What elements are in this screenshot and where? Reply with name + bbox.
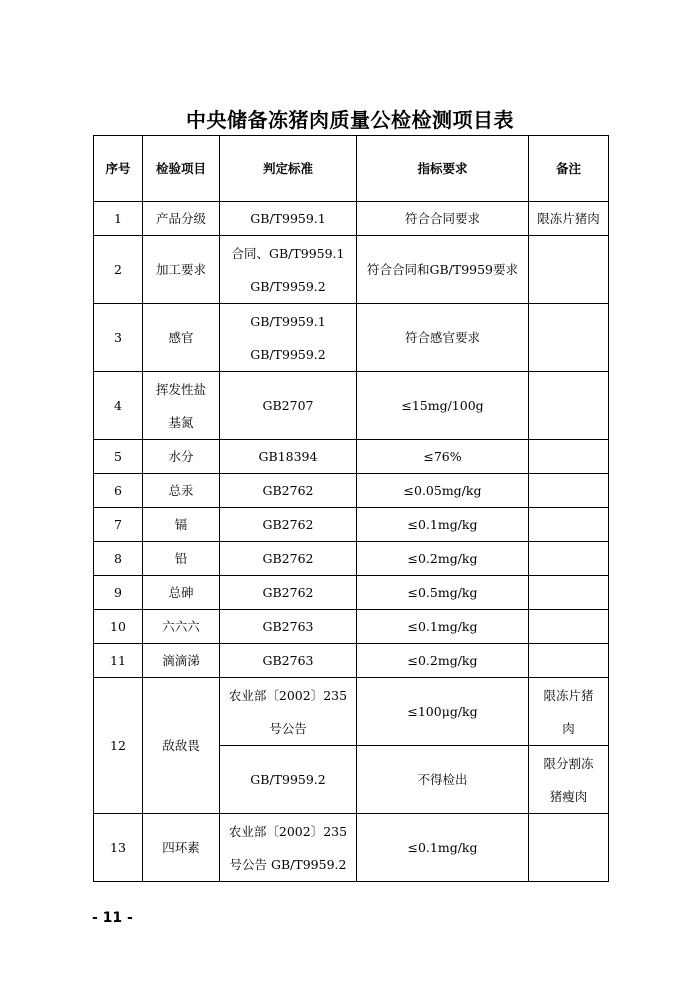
cell-standard [220, 644, 357, 678]
cell-requirement [357, 304, 529, 372]
cell-requirement [357, 576, 529, 610]
cell-no [94, 814, 143, 882]
cell-requirement-line: ≤100μg/kg [407, 704, 478, 719]
cell-note [529, 236, 609, 304]
cell-requirement-line: ≤15mg/100g [401, 398, 484, 413]
cell-requirement-line: ≤0.05mg/kg [403, 483, 482, 498]
cell-no [94, 576, 143, 610]
table-row [94, 236, 609, 304]
cell-no [94, 474, 143, 508]
cell-requirement-line: 不得检出 [417, 772, 468, 787]
cell-requirement-line: ≤0.1mg/kg [407, 517, 478, 532]
cell-item [143, 542, 220, 576]
cell-note [529, 304, 609, 372]
header-no: 序号 [94, 136, 143, 202]
cell-requirement [357, 236, 529, 304]
cell-standard [220, 236, 357, 304]
cell-note [529, 372, 609, 440]
table-row [94, 202, 609, 236]
cell-requirement [357, 508, 529, 542]
page-number: - 11 - [92, 910, 133, 926]
cell-item-line: 六六六 [162, 619, 200, 634]
header-standard: 判定标准 [220, 136, 357, 202]
table-row [94, 610, 609, 644]
cell-no [94, 372, 143, 440]
cell-note-line: 限冻片猪 [543, 687, 594, 703]
table-row [94, 304, 609, 372]
cell-standard [220, 202, 357, 236]
cell-standard [220, 678, 357, 746]
header-item: 检验项目 [143, 136, 220, 202]
cell-note [529, 678, 609, 746]
cell-standard-line: GB2762 [262, 517, 314, 532]
cell-no-line: 8 [114, 551, 122, 566]
cell-requirement [357, 746, 529, 814]
cell-item-line: 四环素 [162, 840, 200, 855]
table-row [94, 474, 609, 508]
cell-standard-line: 号公告 GB/T9959.2 [229, 856, 347, 872]
cell-item [143, 202, 220, 236]
cell-note [529, 576, 609, 610]
cell-no-line: 2 [114, 262, 122, 277]
cell-requirement-line: 符合合同和GB/T9959要求 [366, 262, 519, 277]
header-requirement: 指标要求 [357, 136, 529, 202]
cell-no [94, 542, 143, 576]
cell-note-line: 肉 [562, 720, 575, 736]
table-row [94, 542, 609, 576]
cell-no-line: 4 [114, 398, 122, 413]
cell-no [94, 236, 143, 304]
cell-no-line: 5 [114, 449, 122, 464]
header-note: 备注 [529, 136, 609, 202]
cell-item [143, 644, 220, 678]
cell-standard [220, 542, 357, 576]
table-row [94, 508, 609, 542]
cell-requirement [357, 814, 529, 882]
cell-requirement-line: ≤76% [423, 449, 462, 464]
cell-note [529, 202, 609, 236]
cell-requirement [357, 202, 529, 236]
cell-item-line: 挥发性盐 [155, 381, 206, 397]
table-row [94, 814, 609, 882]
cell-standard-line: GB/T9959.1 [250, 211, 326, 226]
cell-standard-line: 农业部〔2002〕235 [228, 687, 348, 703]
cell-standard-line: GB2762 [262, 551, 314, 566]
cell-no-line: 10 [110, 619, 126, 634]
cell-item-line: 滴滴涕 [162, 653, 200, 668]
cell-requirement-line: 符合合同要求 [404, 211, 480, 226]
table-row [94, 440, 609, 474]
table-header-row [94, 136, 609, 202]
cell-standard-line: GB2762 [262, 585, 314, 600]
inspection-items-table [93, 135, 609, 882]
cell-standard-line: GB/T9959.1 [250, 313, 326, 329]
cell-no-line: 9 [114, 585, 122, 600]
cell-requirement-line: ≤0.2mg/kg [407, 653, 478, 668]
table-row [94, 372, 609, 440]
cell-standard [220, 814, 357, 882]
cell-item [143, 440, 220, 474]
cell-item [143, 576, 220, 610]
cell-item [143, 474, 220, 508]
cell-item [143, 508, 220, 542]
cell-standard-line: GB2707 [262, 398, 314, 413]
cell-no-line: 7 [114, 517, 122, 532]
cell-standard [220, 576, 357, 610]
cell-standard-line: GB/T9959.2 [250, 346, 326, 362]
cell-note [529, 474, 609, 508]
cell-requirement [357, 542, 529, 576]
cell-item [143, 814, 220, 882]
document-title: 中央储备冻猪肉质量公检检测项目表 [186, 108, 514, 132]
cell-note-line: 猪瘦肉 [549, 788, 588, 804]
cell-no [94, 644, 143, 678]
cell-item-line: 水分 [168, 449, 194, 464]
cell-standard [220, 474, 357, 508]
cell-standard-line: 号公告 [269, 720, 307, 736]
cell-standard-line: 合同、GB/T9959.1 [231, 245, 345, 261]
cell-note-line: 限冻片猪肉 [537, 211, 600, 226]
cell-no [94, 678, 143, 814]
cell-requirement-line: ≤0.1mg/kg [407, 840, 478, 855]
cell-requirement [357, 678, 529, 746]
table-row [94, 576, 609, 610]
cell-item [143, 610, 220, 644]
cell-item [143, 678, 220, 814]
cell-no-line: 3 [114, 330, 122, 345]
cell-standard-line: GB2762 [262, 483, 314, 498]
cell-item-line: 总汞 [168, 483, 194, 498]
cell-item-line: 铅 [174, 551, 188, 566]
cell-requirement [357, 644, 529, 678]
cell-requirement [357, 474, 529, 508]
cell-no-line: 11 [110, 653, 126, 668]
cell-standard-line: GB18394 [258, 449, 318, 464]
cell-requirement-line: ≤0.5mg/kg [407, 585, 478, 600]
cell-no-line: 1 [114, 211, 122, 226]
cell-item-line: 基氮 [168, 414, 194, 430]
cell-requirement [357, 440, 529, 474]
cell-note [529, 610, 609, 644]
cell-item-line: 产品分级 [155, 211, 206, 226]
cell-item-line: 镉 [174, 517, 188, 532]
cell-standard-line: 农业部〔2002〕235 [228, 823, 348, 839]
cell-standard [220, 440, 357, 474]
cell-standard [220, 304, 357, 372]
cell-no [94, 304, 143, 372]
cell-requirement-line: 符合感官要求 [404, 330, 480, 345]
cell-item-line: 总砷 [168, 585, 194, 600]
cell-no [94, 610, 143, 644]
cell-no-line: 6 [114, 483, 122, 498]
cell-note [529, 542, 609, 576]
cell-no-line: 13 [110, 840, 126, 855]
cell-requirement [357, 372, 529, 440]
cell-item-line: 敌敌畏 [162, 738, 200, 753]
cell-no [94, 202, 143, 236]
cell-item [143, 304, 220, 372]
cell-requirement [357, 610, 529, 644]
cell-note [529, 440, 609, 474]
cell-note-line: 限分割冻 [543, 755, 594, 771]
cell-standard [220, 508, 357, 542]
cell-note [529, 508, 609, 542]
cell-standard-line: GB/T9959.2 [250, 278, 326, 294]
cell-item-line: 感官 [168, 330, 194, 345]
cell-note [529, 814, 609, 882]
cell-standard-line: GB2763 [262, 653, 314, 668]
cell-standard [220, 372, 357, 440]
cell-item-line: 加工要求 [155, 262, 206, 277]
cell-note [529, 644, 609, 678]
cell-standard [220, 746, 357, 814]
cell-item [143, 236, 220, 304]
cell-requirement-line: ≤0.1mg/kg [407, 619, 478, 634]
cell-note [529, 746, 609, 814]
cell-standard-line: GB/T9959.2 [250, 772, 326, 787]
cell-no-line: 12 [110, 738, 126, 753]
cell-standard-line: GB2763 [262, 619, 314, 634]
cell-no [94, 440, 143, 474]
table-row [94, 644, 609, 678]
cell-no [94, 508, 143, 542]
cell-item [143, 372, 220, 440]
table-row [94, 678, 609, 746]
cell-standard [220, 610, 357, 644]
cell-requirement-line: ≤0.2mg/kg [407, 551, 478, 566]
